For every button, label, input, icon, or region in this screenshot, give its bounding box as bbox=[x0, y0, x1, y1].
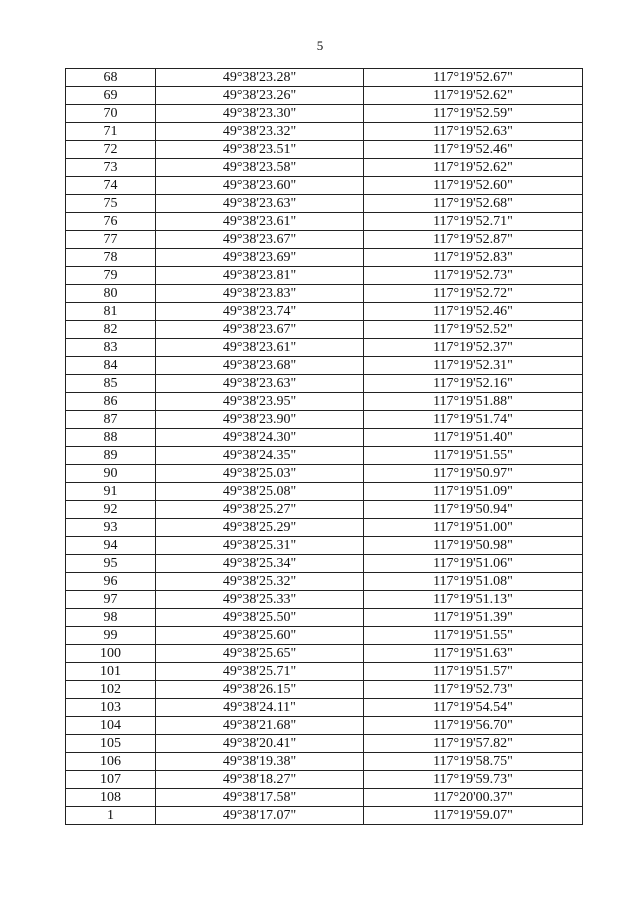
table-row bbox=[66, 267, 583, 285]
point-number-cell: 76 bbox=[66, 213, 156, 231]
longitude-cell: 117°19'59.07" bbox=[364, 807, 583, 825]
table-row bbox=[66, 69, 583, 87]
latitude-cell: 49°38'23.81" bbox=[156, 267, 364, 285]
latitude-cell: 49°38'24.30" bbox=[156, 429, 364, 447]
latitude-cell: 49°38'23.63" bbox=[156, 375, 364, 393]
latitude-cell: 49°38'24.35" bbox=[156, 447, 364, 465]
table-row bbox=[66, 213, 583, 231]
longitude-cell: 117°19'51.63" bbox=[364, 645, 583, 663]
longitude-cell: 117°19'51.06" bbox=[364, 555, 583, 573]
point-number-cell: 71 bbox=[66, 123, 156, 141]
latitude-cell: 49°38'23.67" bbox=[156, 231, 364, 249]
table-row bbox=[66, 87, 583, 105]
table-row bbox=[66, 177, 583, 195]
latitude-cell: 49°38'19.38" bbox=[156, 753, 364, 771]
table-row bbox=[66, 321, 583, 339]
latitude-cell: 49°38'25.03" bbox=[156, 465, 364, 483]
table-row bbox=[66, 627, 583, 645]
latitude-cell: 49°38'25.71" bbox=[156, 663, 364, 681]
point-number-cell: 82 bbox=[66, 321, 156, 339]
latitude-cell: 49°38'23.68" bbox=[156, 357, 364, 375]
point-number-cell: 72 bbox=[66, 141, 156, 159]
point-number-cell: 88 bbox=[66, 429, 156, 447]
table-row bbox=[66, 375, 583, 393]
point-number-cell: 94 bbox=[66, 537, 156, 555]
latitude-cell: 49°38'24.11" bbox=[156, 699, 364, 717]
latitude-cell: 49°38'17.07" bbox=[156, 807, 364, 825]
longitude-cell: 117°19'52.71" bbox=[364, 213, 583, 231]
point-number-cell: 91 bbox=[66, 483, 156, 501]
latitude-cell: 49°38'25.29" bbox=[156, 519, 364, 537]
point-number-cell: 86 bbox=[66, 393, 156, 411]
longitude-cell: 117°19'52.72" bbox=[364, 285, 583, 303]
table-row bbox=[66, 789, 583, 807]
point-number-cell: 96 bbox=[66, 573, 156, 591]
table-row bbox=[66, 429, 583, 447]
table-row bbox=[66, 123, 583, 141]
latitude-cell: 49°38'23.95" bbox=[156, 393, 364, 411]
table-row bbox=[66, 591, 583, 609]
longitude-cell: 117°19'52.68" bbox=[364, 195, 583, 213]
latitude-cell: 49°38'23.61" bbox=[156, 213, 364, 231]
longitude-cell: 117°19'51.55" bbox=[364, 447, 583, 465]
point-number-cell: 101 bbox=[66, 663, 156, 681]
longitude-cell: 117°19'51.09" bbox=[364, 483, 583, 501]
latitude-cell: 49°38'23.67" bbox=[156, 321, 364, 339]
latitude-cell: 49°38'25.50" bbox=[156, 609, 364, 627]
latitude-cell: 49°38'23.83" bbox=[156, 285, 364, 303]
point-number-cell: 99 bbox=[66, 627, 156, 645]
latitude-cell: 49°38'25.08" bbox=[156, 483, 364, 501]
table-row bbox=[66, 357, 583, 375]
latitude-cell: 49°38'23.51" bbox=[156, 141, 364, 159]
table-row bbox=[66, 303, 583, 321]
longitude-cell: 117°19'52.52" bbox=[364, 321, 583, 339]
latitude-cell: 49°38'23.26" bbox=[156, 87, 364, 105]
longitude-cell: 117°19'51.74" bbox=[364, 411, 583, 429]
longitude-cell: 117°19'51.57" bbox=[364, 663, 583, 681]
point-number-cell: 103 bbox=[66, 699, 156, 717]
latitude-cell: 49°38'23.30" bbox=[156, 105, 364, 123]
point-number-cell: 87 bbox=[66, 411, 156, 429]
longitude-cell: 117°19'52.87" bbox=[364, 231, 583, 249]
latitude-cell: 49°38'23.28" bbox=[156, 69, 364, 87]
latitude-cell: 49°38'25.31" bbox=[156, 537, 364, 555]
longitude-cell: 117°19'52.62" bbox=[364, 159, 583, 177]
point-number-cell: 73 bbox=[66, 159, 156, 177]
latitude-cell: 49°38'18.27" bbox=[156, 771, 364, 789]
point-number-cell: 108 bbox=[66, 789, 156, 807]
longitude-cell: 117°19'51.08" bbox=[364, 573, 583, 591]
point-number-cell: 80 bbox=[66, 285, 156, 303]
point-number-cell: 92 bbox=[66, 501, 156, 519]
longitude-cell: 117°19'51.00" bbox=[364, 519, 583, 537]
table-row bbox=[66, 105, 583, 123]
longitude-cell: 117°19'57.82" bbox=[364, 735, 583, 753]
latitude-cell: 49°38'21.68" bbox=[156, 717, 364, 735]
longitude-cell: 117°19'52.46" bbox=[364, 141, 583, 159]
latitude-cell: 49°38'23.32" bbox=[156, 123, 364, 141]
longitude-cell: 117°19'50.98" bbox=[364, 537, 583, 555]
table-row bbox=[66, 735, 583, 753]
point-number-cell: 69 bbox=[66, 87, 156, 105]
longitude-cell: 117°19'56.70" bbox=[364, 717, 583, 735]
longitude-cell: 117°19'51.39" bbox=[364, 609, 583, 627]
latitude-cell: 49°38'25.33" bbox=[156, 591, 364, 609]
latitude-cell: 49°38'25.34" bbox=[156, 555, 364, 573]
longitude-cell: 117°19'59.73" bbox=[364, 771, 583, 789]
table-row bbox=[66, 681, 583, 699]
point-number-cell: 107 bbox=[66, 771, 156, 789]
table-row bbox=[66, 519, 583, 537]
page-number: 5 bbox=[316, 38, 324, 53]
latitude-cell: 49°38'20.41" bbox=[156, 735, 364, 753]
latitude-cell: 49°38'23.63" bbox=[156, 195, 364, 213]
table-row bbox=[66, 807, 583, 825]
table-row bbox=[66, 195, 583, 213]
coordinates-table-body bbox=[66, 69, 583, 825]
longitude-cell: 117°19'52.59" bbox=[364, 105, 583, 123]
longitude-cell: 117°19'50.97" bbox=[364, 465, 583, 483]
point-number-cell: 93 bbox=[66, 519, 156, 537]
point-number-cell: 95 bbox=[66, 555, 156, 573]
longitude-cell: 117°19'51.55" bbox=[364, 627, 583, 645]
point-number-cell: 83 bbox=[66, 339, 156, 357]
point-number-cell: 100 bbox=[66, 645, 156, 663]
table-row bbox=[66, 663, 583, 681]
point-number-cell: 97 bbox=[66, 591, 156, 609]
table-row bbox=[66, 411, 583, 429]
table-row bbox=[66, 717, 583, 735]
table-row bbox=[66, 159, 583, 177]
longitude-cell: 117°19'52.37" bbox=[364, 339, 583, 357]
longitude-cell: 117°19'52.73" bbox=[364, 267, 583, 285]
longitude-cell: 117°19'58.75" bbox=[364, 753, 583, 771]
table-row bbox=[66, 501, 583, 519]
longitude-cell: 117°19'52.63" bbox=[364, 123, 583, 141]
latitude-cell: 49°38'23.90" bbox=[156, 411, 364, 429]
longitude-cell: 117°19'51.40" bbox=[364, 429, 583, 447]
longitude-cell: 117°19'52.60" bbox=[364, 177, 583, 195]
point-number-cell: 75 bbox=[66, 195, 156, 213]
point-number-cell: 1 bbox=[66, 807, 156, 825]
point-number-cell: 85 bbox=[66, 375, 156, 393]
table-row bbox=[66, 555, 583, 573]
point-number-cell: 102 bbox=[66, 681, 156, 699]
table-row bbox=[66, 537, 583, 555]
table-row bbox=[66, 609, 583, 627]
point-number-cell: 84 bbox=[66, 357, 156, 375]
table-row bbox=[66, 231, 583, 249]
point-number-cell: 106 bbox=[66, 753, 156, 771]
table-row bbox=[66, 753, 583, 771]
point-number-cell: 89 bbox=[66, 447, 156, 465]
point-number-cell: 98 bbox=[66, 609, 156, 627]
point-number-cell: 70 bbox=[66, 105, 156, 123]
point-number-cell: 105 bbox=[66, 735, 156, 753]
table-row bbox=[66, 699, 583, 717]
latitude-cell: 49°38'23.61" bbox=[156, 339, 364, 357]
longitude-cell: 117°19'52.16" bbox=[364, 375, 583, 393]
table-row bbox=[66, 645, 583, 663]
latitude-cell: 49°38'23.69" bbox=[156, 249, 364, 267]
point-number-cell: 74 bbox=[66, 177, 156, 195]
latitude-cell: 49°38'25.32" bbox=[156, 573, 364, 591]
table-row bbox=[66, 483, 583, 501]
table-row bbox=[66, 141, 583, 159]
latitude-cell: 49°38'17.58" bbox=[156, 789, 364, 807]
point-number-cell: 81 bbox=[66, 303, 156, 321]
table-row bbox=[66, 393, 583, 411]
point-number-cell: 90 bbox=[66, 465, 156, 483]
longitude-cell: 117°19'52.31" bbox=[364, 357, 583, 375]
longitude-cell: 117°19'52.67" bbox=[364, 69, 583, 87]
latitude-cell: 49°38'25.60" bbox=[156, 627, 364, 645]
point-number-cell: 77 bbox=[66, 231, 156, 249]
longitude-cell: 117°19'52.73" bbox=[364, 681, 583, 699]
table-row bbox=[66, 447, 583, 465]
table-row bbox=[66, 771, 583, 789]
latitude-cell: 49°38'23.58" bbox=[156, 159, 364, 177]
latitude-cell: 49°38'25.65" bbox=[156, 645, 364, 663]
point-number-cell: 78 bbox=[66, 249, 156, 267]
longitude-cell: 117°19'54.54" bbox=[364, 699, 583, 717]
longitude-cell: 117°19'52.83" bbox=[364, 249, 583, 267]
table-row bbox=[66, 285, 583, 303]
latitude-cell: 49°38'23.74" bbox=[156, 303, 364, 321]
point-number-cell: 79 bbox=[66, 267, 156, 285]
point-number-cell: 68 bbox=[66, 69, 156, 87]
table-row bbox=[66, 573, 583, 591]
point-number-cell: 104 bbox=[66, 717, 156, 735]
coordinates-table bbox=[65, 68, 583, 825]
longitude-cell: 117°19'51.88" bbox=[364, 393, 583, 411]
table-row bbox=[66, 249, 583, 267]
longitude-cell: 117°20'00.37" bbox=[364, 789, 583, 807]
latitude-cell: 49°38'25.27" bbox=[156, 501, 364, 519]
longitude-cell: 117°19'51.13" bbox=[364, 591, 583, 609]
table-row bbox=[66, 339, 583, 357]
latitude-cell: 49°38'26.15" bbox=[156, 681, 364, 699]
latitude-cell: 49°38'23.60" bbox=[156, 177, 364, 195]
longitude-cell: 117°19'52.46" bbox=[364, 303, 583, 321]
longitude-cell: 117°19'52.62" bbox=[364, 87, 583, 105]
table-row bbox=[66, 465, 583, 483]
longitude-cell: 117°19'50.94" bbox=[364, 501, 583, 519]
